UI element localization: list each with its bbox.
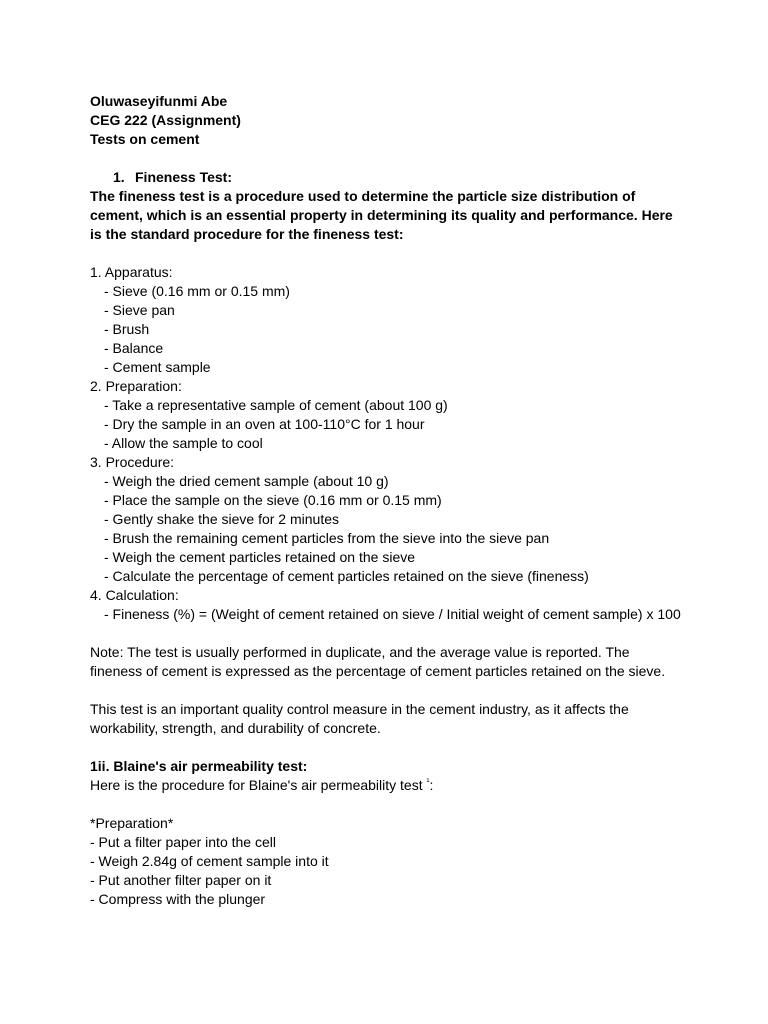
intro-line: The fineness test is a procedure used to determine the particle size distribution of: [90, 188, 636, 204]
prep-item: - Weigh 2.84g of cement sample into it: [90, 853, 329, 869]
spacer: [90, 681, 728, 700]
blaine-intro-text: Here is the procedure for Blaine's air permeability test: [90, 777, 423, 793]
importance-line: This test is an important quality control measure in the cement industry, as it affects the: [90, 701, 629, 717]
step-item: - Gently shake the sieve for 2 minutes: [104, 511, 339, 527]
section-heading-fineness: [90, 168, 728, 187]
step-item: - Dry the sample in an oven at 100-110°C for 1 hour: [104, 416, 425, 432]
blaine-intro: [90, 776, 728, 795]
step-item: - Allow the sample to cool: [104, 435, 263, 451]
step-item: - Sieve (0.16 mm or 0.15 mm): [104, 283, 290, 299]
prep-item: - Put another filter paper on it: [90, 872, 272, 888]
note-line: Note: The test is usually performed in duplicate, and the average value is reported. The: [90, 644, 630, 660]
step-item: - Place the sample on the sieve (0.16 mm or 0.15 mm): [104, 492, 442, 508]
preparation-heading: *Preparation*: [90, 815, 174, 831]
step-item: - Take a representative sample of cement (about 100 g): [104, 397, 448, 413]
spacer: [90, 738, 728, 757]
step-item: - Cement sample: [104, 359, 211, 375]
spacer: [90, 624, 728, 643]
section-title: Fineness Test:: [135, 169, 232, 185]
intro-line: cement, which is an essential property in determining its quality and performance. Here: [90, 207, 673, 223]
step-item: - Sieve pan: [104, 302, 175, 318]
note-line: fineness of cement is expressed as the percentage of cement particles retained on the sieve.: [90, 663, 666, 679]
step-heading: 3. Procedure:: [90, 454, 175, 470]
step-item: - Balance: [104, 340, 164, 356]
intro-line: is the standard procedure for the fineness test:: [90, 226, 404, 242]
step-heading: 2. Preparation:: [90, 378, 182, 394]
section-number: 1.: [113, 169, 125, 185]
step-heading: 1. Apparatus:: [90, 264, 173, 280]
footnote-reference[interactable]: ¹: [426, 776, 430, 787]
spacer: [90, 149, 728, 168]
author-name: Oluwaseyifunmi Abe: [90, 93, 228, 109]
step-item: - Weigh the cement particles retained on the sieve: [104, 549, 416, 565]
prep-item: - Put a filter paper into the cell: [90, 834, 276, 850]
course-title: CEG 222 (Assignment): [90, 112, 241, 128]
spacer: [90, 795, 728, 814]
step-item: - Fineness (%) = (Weight of cement retained on sieve / Initial weight of cement sample) x 100: [104, 606, 681, 622]
step-item: - Calculate the percentage of cement particles retained on the sieve (fineness): [104, 568, 589, 584]
prep-item: - Compress with the plunger: [90, 891, 266, 907]
step-item: - Weigh the dried cement sample (about 10 g): [104, 473, 389, 489]
section-heading-blaine: 1ii. Blaine's air permeability test:: [90, 758, 308, 774]
importance-line: workability, strength, and durability of concrete.: [90, 720, 381, 736]
spacer: [90, 244, 728, 263]
step-heading: 4. Calculation:: [90, 587, 179, 603]
step-item: - Brush: [104, 321, 150, 337]
blaine-intro-colon: :: [429, 777, 434, 793]
step-item: - Brush the remaining cement particles from the sieve into the sieve pan: [104, 530, 550, 546]
document-topic: Tests on cement: [90, 131, 200, 147]
